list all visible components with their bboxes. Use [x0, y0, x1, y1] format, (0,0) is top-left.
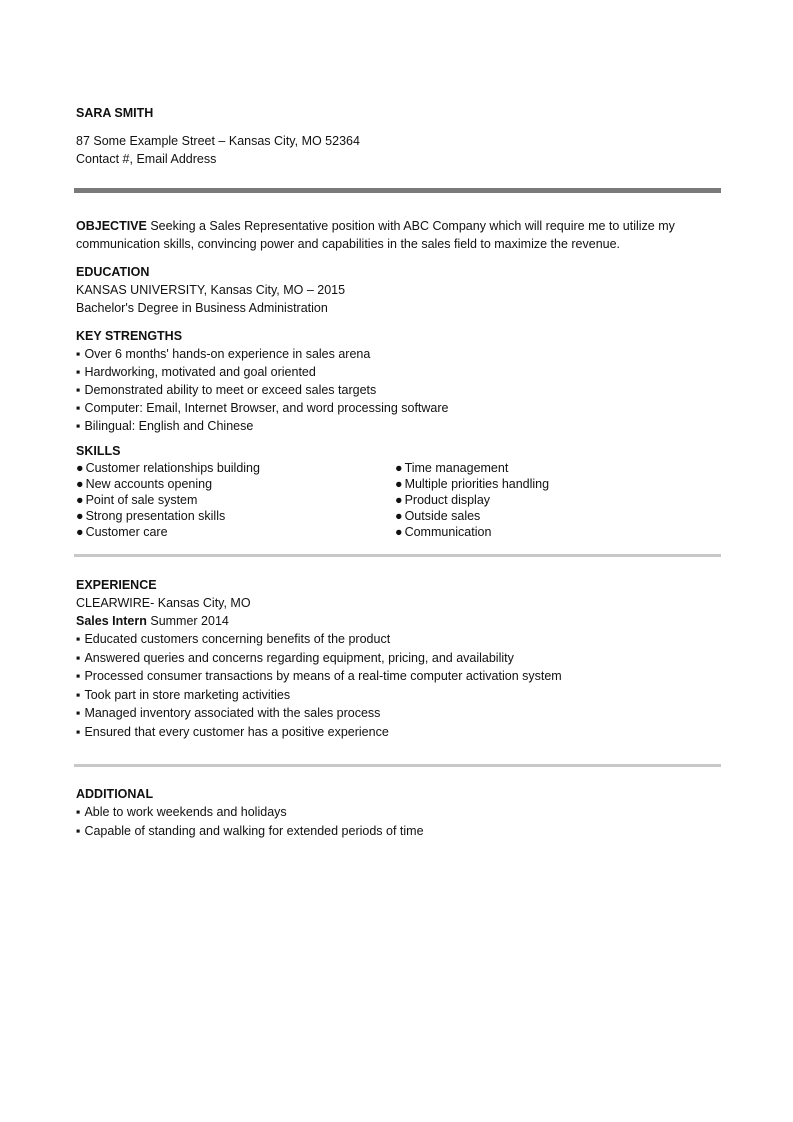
round-bullet-icon: ● [76, 461, 84, 475]
skill-item: ● Product display [395, 493, 491, 507]
experience-item: ▪ Managed inventory associated with the sales process [76, 706, 381, 720]
square-bullet-icon: ▪ [76, 419, 81, 433]
objective-section [76, 217, 724, 253]
objective-label: OBJECTIVE [76, 219, 147, 233]
resume-header [76, 104, 724, 168]
square-bullet-icon: ▪ [76, 365, 81, 379]
education-section [76, 263, 724, 317]
additional-section [76, 785, 724, 840]
strength-item: ▪ Computer: Email, Internet Browser, and word processing software [76, 401, 449, 415]
round-bullet-icon: ● [395, 493, 403, 507]
skill-item: ● Time management [395, 461, 509, 475]
objective-text: Seeking a Sales Representative position with ABC Company which will require me to utilize my communication skills, convincing power and capabilities in the sales field to maximize the revenue. [76, 219, 675, 251]
education-school: KANSAS UNIVERSITY, Kansas City, MO – 2015 [76, 283, 346, 297]
square-bullet-icon: ▪ [76, 805, 81, 819]
experience-company: CLEARWIRE- Kansas City, MO [76, 596, 251, 610]
skills-section [76, 443, 724, 540]
additional-heading: ADDITIONAL [76, 787, 154, 801]
square-bullet-icon: ▪ [76, 687, 81, 702]
square-bullet-icon: ▪ [76, 706, 81, 720]
square-bullet-icon: ▪ [76, 383, 81, 397]
experience-heading: EXPERIENCE [76, 578, 157, 592]
round-bullet-icon: ● [395, 477, 403, 491]
experience-role: Sales Intern [76, 614, 147, 628]
strength-item: ▪ Demonstrated ability to meet or exceed sales targets [76, 383, 377, 397]
header-divider [74, 188, 721, 193]
skill-item: ● Multiple priorities handling [395, 477, 550, 491]
square-bullet-icon: ▪ [76, 347, 81, 361]
experience-section [76, 576, 724, 741]
strengths-section [76, 327, 724, 435]
experience-item: ▪ Took part in store marketing activities [76, 687, 291, 702]
experience-divider [74, 764, 721, 767]
experience-item: ▪ Answered queries and concerns regarding equipment, pricing, and availability [76, 650, 514, 665]
experience-role-line [76, 612, 724, 630]
skill-item: ● Outside sales [395, 509, 481, 523]
strength-item: ▪ Hardworking, motivated and goal oriented [76, 365, 316, 379]
round-bullet-icon: ● [76, 525, 84, 539]
square-bullet-icon: ▪ [76, 669, 81, 683]
strengths-heading: KEY STRENGTHS [76, 329, 183, 343]
skill-item: ● Strong presentation skills [76, 509, 226, 523]
skill-item: ● New accounts opening [76, 477, 213, 491]
round-bullet-icon: ● [76, 509, 84, 523]
square-bullet-icon: ▪ [76, 632, 81, 646]
round-bullet-icon: ● [76, 477, 84, 491]
round-bullet-icon: ● [395, 461, 403, 475]
square-bullet-icon: ▪ [76, 823, 81, 838]
experience-item: ▪ Educated customers concerning benefits of the product [76, 632, 391, 646]
skills-heading: SKILLS [76, 444, 121, 458]
square-bullet-icon: ▪ [76, 650, 81, 665]
experience-period: Summer 2014 [150, 614, 229, 628]
skill-item: ● Communication [395, 525, 492, 539]
skill-item: ● Point of sale system [76, 493, 198, 507]
education-degree: Bachelor's Degree in Business Administration [76, 301, 328, 315]
round-bullet-icon: ● [395, 509, 403, 523]
experience-item: ▪ Ensured that every customer has a positive experience [76, 724, 389, 739]
additional-item: ▪ Able to work weekends and holidays [76, 805, 287, 819]
candidate-name: SARA SMITH [76, 106, 154, 120]
skills-grid [76, 460, 724, 540]
contact-line: Contact #, Email Address [76, 152, 217, 166]
objective-paragraph [76, 217, 724, 253]
round-bullet-icon: ● [395, 525, 403, 539]
education-heading: EDUCATION [76, 265, 150, 279]
square-bullet-icon: ▪ [76, 724, 81, 739]
strength-item: ▪ Bilingual: English and Chinese [76, 419, 254, 433]
round-bullet-icon: ● [76, 493, 84, 507]
square-bullet-icon: ▪ [76, 401, 81, 415]
experience-item: ▪ Processed consumer transactions by means of a real-time computer activation system [76, 669, 562, 683]
skills-divider [74, 554, 721, 557]
additional-item: ▪ Capable of standing and walking for extended periods of time [76, 823, 424, 838]
address-line: 87 Some Example Street – Kansas City, MO 52364 [76, 134, 360, 148]
skill-item: ● Customer relationships building [76, 461, 260, 475]
strength-item: ▪ Over 6 months' hands-on experience in sales arena [76, 347, 371, 361]
skill-item: ● Customer care [76, 525, 168, 539]
